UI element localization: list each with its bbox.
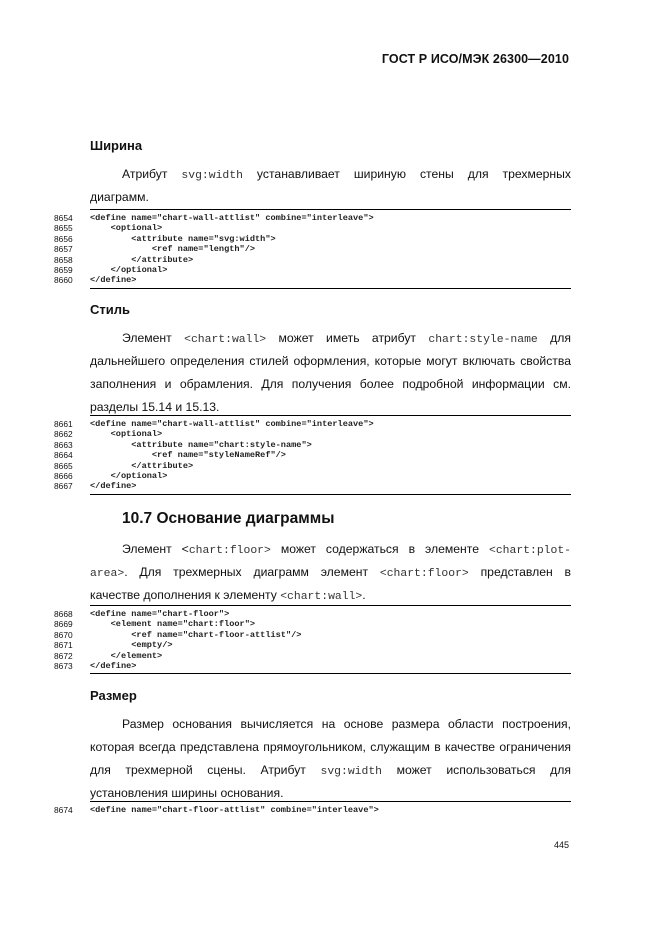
line-number: 8665: [54, 460, 73, 471]
paragraph-line: заполнения и обрамления. Для получения более подробной информации см.: [90, 377, 571, 391]
code-text: </define>: [90, 481, 137, 492]
line-number: 8663: [54, 439, 73, 450]
code-text: <ref name="styleNameRef"/>: [90, 450, 286, 461]
line-number: 8672: [54, 650, 73, 661]
paragraph-line: установления ширины основания.: [90, 786, 284, 800]
section-title-size: Размер: [90, 688, 137, 703]
line-number: 8656: [54, 233, 73, 244]
paragraph-line: разделы 15.14 и 15.13.: [90, 400, 220, 414]
paragraph-line: Элемент <chart:wall> может иметь атрибут chart:style-name для: [122, 331, 571, 346]
code-line: [54, 619, 571, 630]
line-number: 8666: [54, 470, 73, 481]
code-line: [54, 609, 571, 619]
line-number: 8662: [54, 429, 73, 440]
code-text: </optional>: [90, 264, 168, 275]
code-text: </attribute>: [90, 254, 194, 265]
page-number: 445: [553, 840, 569, 850]
code-text: <empty/>: [90, 640, 173, 651]
code-line: [54, 450, 571, 461]
line-number: 8668: [54, 609, 73, 619]
code-line: [54, 650, 571, 661]
line-number: 8657: [54, 244, 73, 255]
code-line: [54, 629, 571, 640]
line-number: 8669: [54, 619, 73, 630]
code-text: <attribute name="svg:width">: [90, 233, 276, 244]
line-number: 8670: [54, 629, 73, 640]
code-text: <define name="chart-floor-attlist" combine="interleave">: [90, 805, 379, 815]
code-text: <ref name="length"/>: [90, 244, 256, 255]
code-line: [54, 805, 571, 815]
code-text: </element>: [90, 650, 163, 661]
code-text: <define name="chart-floor">: [90, 609, 230, 619]
code-line: [54, 660, 571, 671]
line-number: 8671: [54, 640, 73, 651]
code-line: [54, 213, 571, 223]
line-number: 8658: [54, 254, 73, 265]
paragraph-size: [90, 713, 571, 805]
paragraph-line: дальнейшего определения стилей оформления, которые могут включать свойства: [90, 354, 571, 368]
line-number: 8660: [54, 275, 73, 286]
code-line: [54, 264, 571, 275]
chapter-title: 10.7 Основание диаграммы: [122, 510, 335, 527]
line-number: 8667: [54, 481, 73, 492]
paragraph-line: Элемент <chart:floor> может содержаться в элементе <chart:plot-: [122, 542, 572, 557]
code-listing-2: [54, 415, 571, 495]
code-text: </define>: [90, 660, 137, 671]
line-number: 8655: [54, 223, 73, 234]
line-number: 8654: [54, 213, 73, 223]
code-line: [54, 640, 571, 651]
code-line: [54, 429, 571, 440]
paragraph-line: которая всегда представлена прямоугольником, служащим в качестве ограничения: [90, 740, 571, 754]
line-number: 8661: [54, 419, 73, 429]
code-text: <attribute name="chart:style-name">: [90, 439, 312, 450]
code-text: <optional>: [90, 223, 163, 234]
document-standard-header: ГОСТ Р ИСО/МЭК 26300—2010: [381, 52, 569, 66]
paragraph-line: Атрибут svg:width устанавливает шириную стены для трехмерных: [122, 167, 572, 182]
code-line: [54, 460, 571, 471]
code-line: [54, 419, 571, 429]
section-title-width: Ширина: [90, 138, 143, 153]
code-listing-4: [54, 801, 571, 818]
code-line: [54, 223, 571, 234]
code-line: [54, 470, 571, 481]
section-title-style: Стиль: [90, 302, 130, 317]
code-text: </define>: [90, 275, 137, 286]
line-number: 8659: [54, 264, 73, 275]
paragraph-line: качестве дополнения к элементу <chart:wall>.: [90, 588, 366, 603]
paragraph-floor: [90, 538, 571, 607]
code-text: <element name="chart:floor">: [90, 619, 256, 630]
paragraph-line: для трехмерной сцены. Атрибут svg:width может использоваться для: [90, 763, 571, 778]
code-line: [54, 275, 571, 286]
code-line: [54, 439, 571, 450]
paragraph-style: [90, 327, 571, 419]
code-text: <ref name="chart-floor-attlist"/>: [90, 629, 302, 640]
code-text: <optional>: [90, 429, 163, 440]
line-number: 8664: [54, 450, 73, 461]
line-number: 8674: [54, 805, 73, 815]
paragraph-line: area>. Для трехмерных диаграмм элемент <chart:floor> представлен в: [90, 565, 571, 580]
code-text: </optional>: [90, 470, 168, 481]
code-line: [54, 254, 571, 265]
code-listing-1: [54, 209, 571, 289]
code-line: [54, 233, 571, 244]
code-text: </attribute>: [90, 460, 194, 471]
code-line: [54, 244, 571, 255]
paragraph-line: Размер основания вычисляется на основе размера области построения,: [122, 717, 571, 731]
paragraph-line: диаграмм.: [90, 190, 149, 204]
line-number: 8673: [54, 660, 73, 671]
code-listing-3: [54, 605, 571, 674]
code-text: <define name="chart-wall-attlist" combine="interleave">: [90, 213, 374, 223]
code-text: <define name="chart-wall-attlist" combine="interleave">: [90, 419, 374, 429]
paragraph-width: [90, 163, 571, 209]
code-line: [54, 481, 571, 492]
